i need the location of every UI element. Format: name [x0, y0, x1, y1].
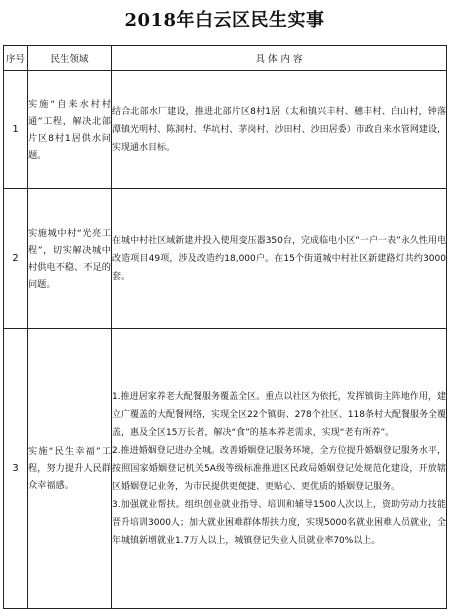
row-content: [112, 71, 447, 189]
table-row: [4, 329, 447, 609]
document-title: 2018年白云区民生实事: [124, 10, 325, 31]
content-paragraph: 1.推进居家养老大配餐服务覆盖全区。重点以社区为依托，发挥镇街主阵地作用，建立广覆盖的大配餐网络，实现全区22个镇街、278个社区、118条村大配餐服务全覆盖，惠及全区15万长者，解决“食”的基本养老需求，实现“老有所养”。: [112, 391, 446, 438]
row-index: 1: [4, 71, 28, 189]
table-header-row: [4, 46, 447, 71]
content-paragraph: 2.推进婚姻登记进办全城。改善婚姻登记服务环境，全方位提升婚姻登记服务水平，按照国家婚姻登记机关5A级等级标准推进区民政局婚姻登记处规范化建设，开放辖区婚姻登记业务，为市民提供更便捷、更贴心、更优质的婚姻登记服务。: [112, 445, 446, 492]
table-row: [4, 189, 447, 329]
row-content: [112, 189, 447, 329]
row-field: 实施“民生幸福”工程，努力提升人民群众幸福感。: [28, 329, 112, 609]
content-paragraph: 结合北部水厂建设，推进北部片区8村1居（太和镇兴丰村、穗丰村、白山村，钟落潭镇光明村、陈洞村、华坑村、茅岗村、沙田村、沙田居委）市政自来水管网建设，实现通水目标。: [112, 106, 446, 153]
header-content: 具 体 内 容: [112, 46, 447, 71]
header-index: 序号: [4, 46, 28, 71]
row-field: 实施城中村“光亮工程”，切实解决城中村供电不稳、不足的问题。: [28, 189, 112, 329]
header-field: 民生领域: [28, 46, 112, 71]
row-content: [112, 329, 447, 609]
row-index: 2: [4, 189, 28, 329]
content-paragraph: 在城中村社区域新建并投入使用变压器350台，完成临电小区“一户一表”永久性用电改造项目49项，涉及改造约18,000户。在15个街道城中村社区新建路灯共约3000套。: [112, 235, 446, 282]
content-paragraph: 3.加强就业帮扶。组织创业就业指导、培训和辅导1500人次以上，资助劳动力技能晋升培训3000人；加大就业困难群体帮扶力度，实现5000名就业困难人员就业，全年城镇新增就业1.7万人以上，城镇登记失业人员就业率70%以上。: [112, 499, 446, 546]
livelihood-projects-table: [3, 45, 447, 609]
row-index: 3: [4, 329, 28, 609]
table-row: [4, 71, 447, 189]
row-field: 实施“自来水村村通”工程，解决北部片区8村1居供水问题。: [28, 71, 112, 189]
